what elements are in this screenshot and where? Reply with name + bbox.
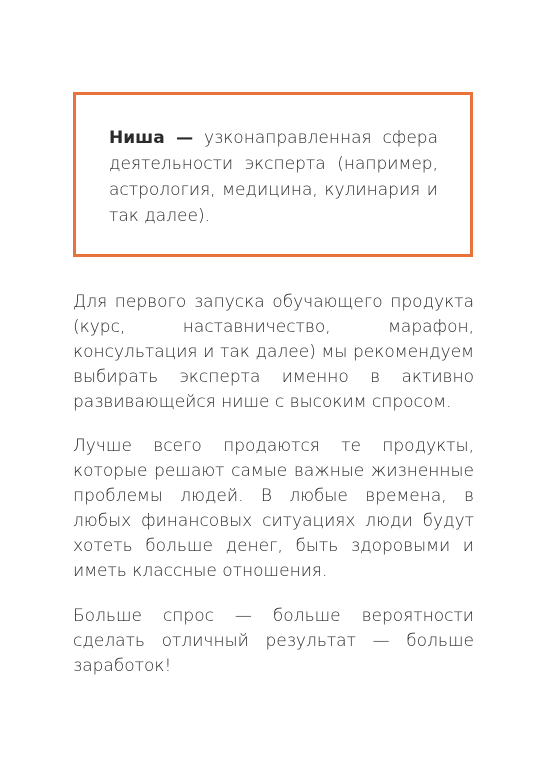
paragraph-demand-conclusion: Больше спрос — больше вероятности сделать отличный результат — больше заработок! <box>73 606 474 676</box>
paragraph-best-sellers: Лучше всего продаются те продукты, которые решают самые важные жизненные проблемы людей. В любые времена, в любых финансовых ситуациях люди будут хотеть больше денег, быть здоровыми и иметь классные отношения. <box>73 436 474 581</box>
defined-term: Ниша — <box>109 128 194 148</box>
definition-text <box>109 125 438 229</box>
definition-callout <box>73 92 473 257</box>
paragraph-launch-advice: Для первого запуска обучающего продукта (курс, наставничество, марафон, консультация и так далее) мы рекомендуем выбирать эксперта именно в активно развивающейся нише с высоким спросом. <box>73 292 474 412</box>
definition-body: узконаправленная сфера деятельности эксперта (например, астрология, медицина, кулинария и так далее). <box>109 128 438 226</box>
